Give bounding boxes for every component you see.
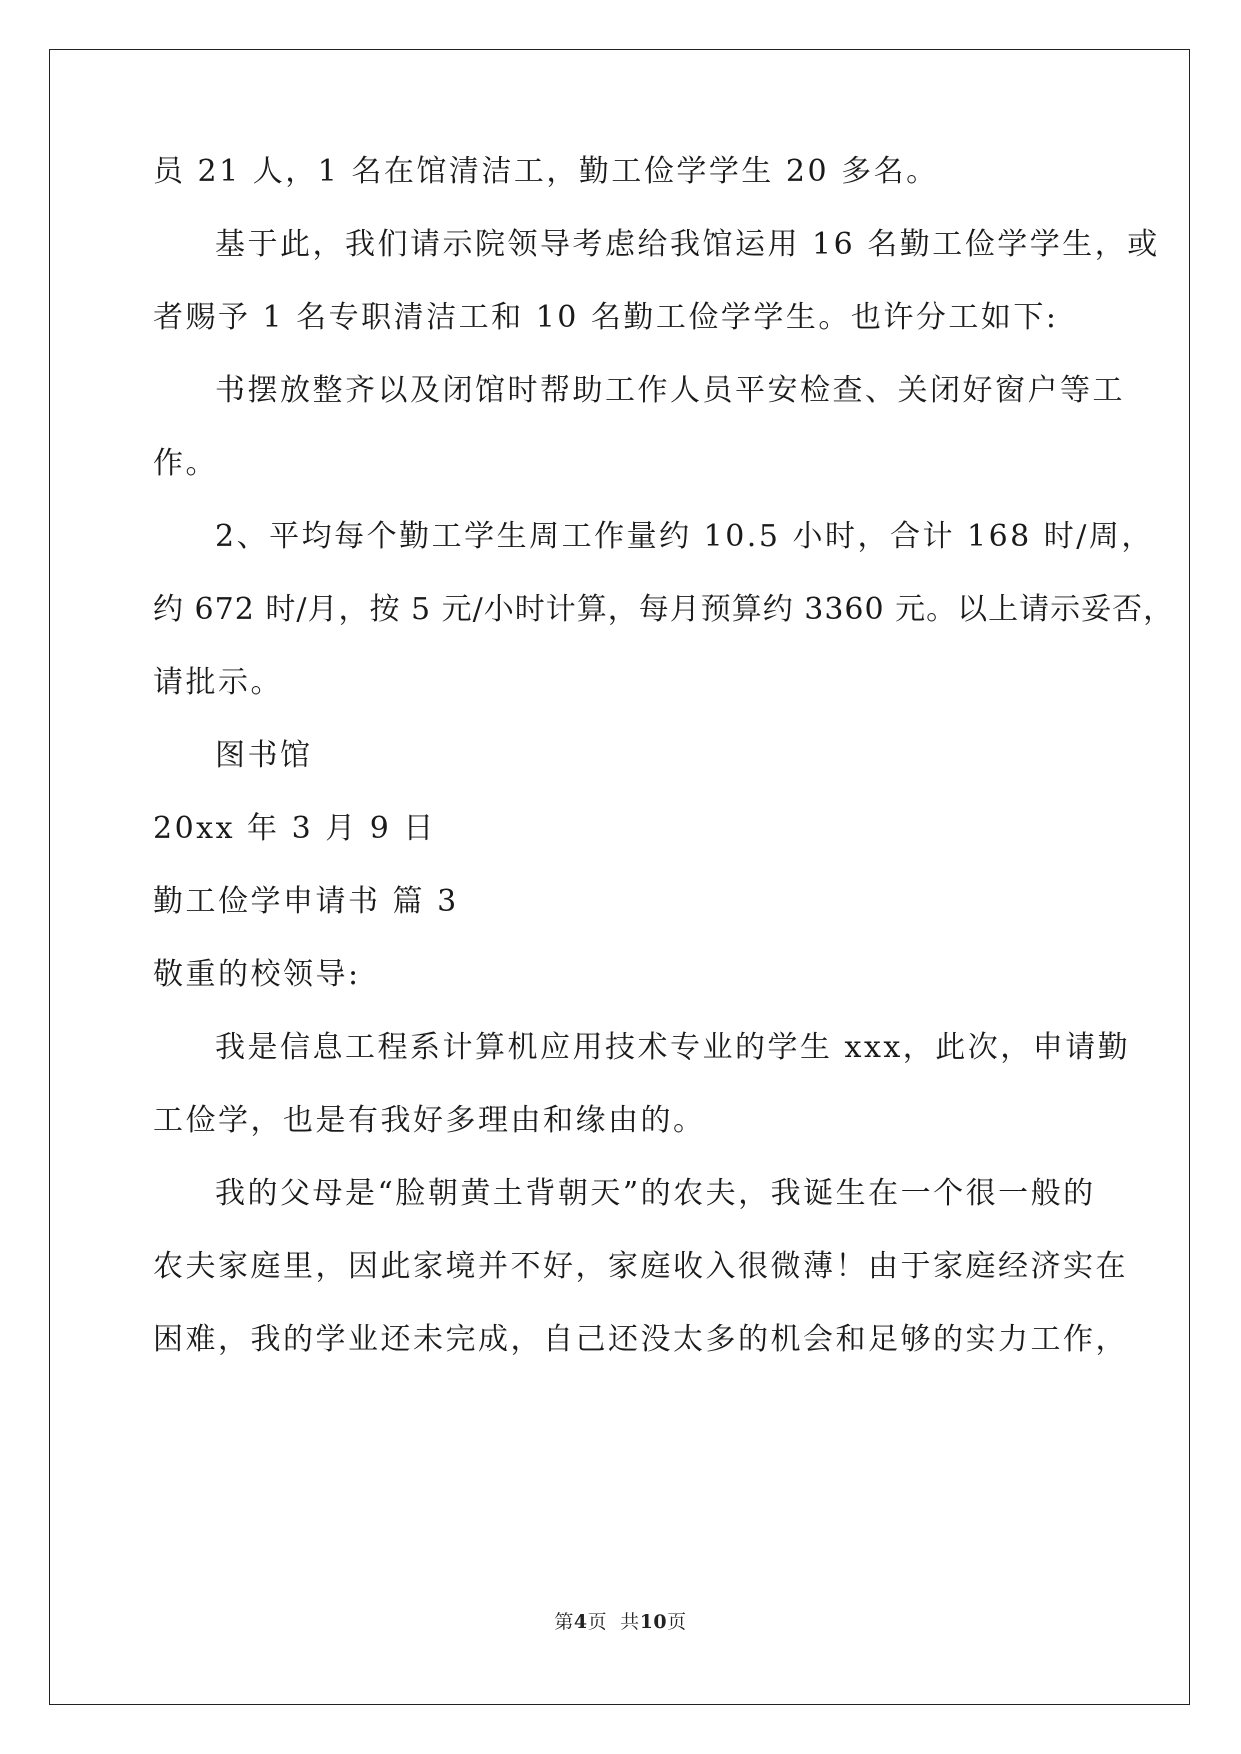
text-line: 农夫家庭里，因此家境并不好，家庭收入很微薄！由于家庭经济实在 bbox=[153, 1249, 1128, 1284]
signature-org: 图书馆 bbox=[215, 738, 313, 773]
section-heading: 勤工俭学申请书 篇 3 bbox=[153, 884, 459, 919]
salutation: 敬重的校领导: bbox=[153, 957, 361, 992]
text-line: 书摆放整齐以及闭馆时帮助工作人员平安检查、关闭好窗户等工 bbox=[215, 373, 1125, 408]
text-line: 员 21 人，1 名在馆清洁工，勤工俭学学生 20 多名。 bbox=[153, 154, 939, 189]
text-line: 约 672 时/月，按 5 元/小时计算，每月预算约 3360 元。以上请示妥否， bbox=[153, 592, 1175, 627]
text-line: 2、平均每个勤工学生周工作量约 10.5 小时，合计 168 时/周， bbox=[215, 519, 1154, 554]
text-line: 我的父母是“脸朝黄土背朝天”的农夫，我诞生在一个很一般的 bbox=[215, 1176, 1096, 1211]
text-line: 者赐予 1 名专职清洁工和 10 名勤工俭学学生。也许分工如下: bbox=[153, 300, 1059, 335]
text-line: 工俭学，也是有我好多理由和缘由的。 bbox=[153, 1103, 706, 1138]
text-line: 基于此，我们请示院领导考虑给我馆运用 16 名勤工俭学学生，或 bbox=[215, 227, 1160, 262]
current-page-number: 4 bbox=[573, 1611, 588, 1633]
page-footer bbox=[0, 1610, 1241, 1634]
footer-suffix: 页 bbox=[667, 1611, 687, 1633]
signature-date: 20xx 年 3 月 9 日 bbox=[153, 811, 436, 846]
footer-prefix: 第 bbox=[554, 1611, 574, 1633]
footer-middle: 页 共 bbox=[587, 1611, 640, 1633]
text-line: 困难，我的学业还未完成，自己还没太多的机会和足够的实力工作， bbox=[153, 1322, 1128, 1357]
text-line: 请批示。 bbox=[153, 665, 283, 700]
total-page-count: 10 bbox=[639, 1611, 668, 1633]
text-line: 作。 bbox=[153, 446, 218, 481]
text-line: 我是信息工程系计算机应用技术专业的学生 xxx，此次，申请勤 bbox=[215, 1030, 1131, 1065]
